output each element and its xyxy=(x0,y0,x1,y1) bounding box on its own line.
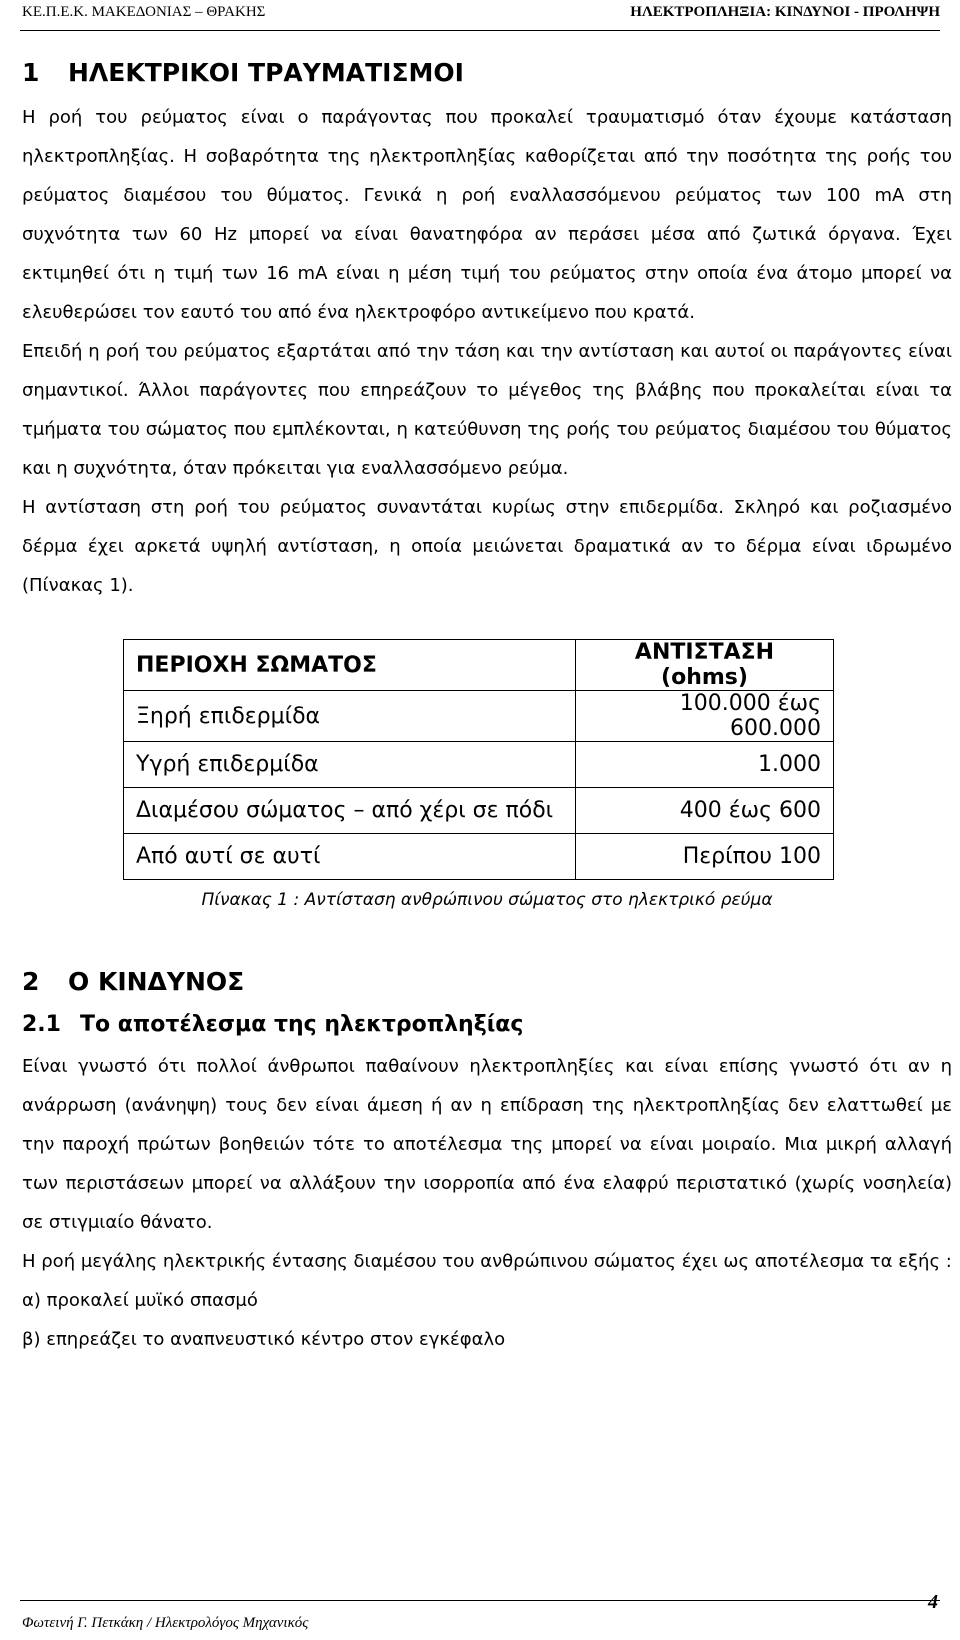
resistance-table-wrapper xyxy=(22,639,952,915)
table-cell-region: Υγρή επιδερμίδα xyxy=(124,742,576,788)
list-item: β) επηρεάζει το αναπνευστικό κέντρο στον εγκέφαλο xyxy=(22,1329,506,1350)
page-footer xyxy=(20,1591,940,1640)
subsection-title: Το αποτέλεσμα της ηλεκτροπληξίας xyxy=(80,1012,524,1037)
table-cell-resistance: 400 έως 600 xyxy=(576,788,834,834)
paragraph: Η ροή του ρεύματος είναι ο παράγοντας που προκαλεί τραυματισμό όταν έχουμε κατάσταση ηλεκτροπληξίας. Η σοβαρότητα της ηλεκτροπληξίας καθορίζεται από την ποσότητα της ροής του ρεύματος διαμέσου του θύματος. Γενικά η ροή εναλλασσόμενου ρεύματος των 100 mA στη συχνότητα των 60 Hz μπορεί να είναι θανατηφόρα αν περάσει μέσα από ζωτικά όργανα. Έχει εκτιμηθεί ότι η τιμή των 16 mA είναι η μέση τιμή του ρεύματος στην οποία ένα άτομο μπορεί να ελευθερώσει τον εαυτό του από ένα ηλεκτροφόρο αντικείμενο που κρατά. xyxy=(22,107,952,323)
document-body xyxy=(22,54,952,1359)
section-title: ΗΛΕΚΤΡΙΚΟΙ ΤΡΑΥΜΑΤΙΣΜΟΙ xyxy=(68,58,464,87)
paragraph: Είναι γνωστό ότι πολλοί άνθρωποι παθαίνουν ηλεκτροπληξίες και είναι επίσης γνωστό ότι αν η ανάρρωση (ανάνηψη) τους δεν είναι άμεση ή αν η επίδραση της ηλεκτροπληξίας δεν ελαττωθεί με την παροχή πρώτων βοηθειών τότε το αποτέλεσμα της μπορεί να είναι μοιραίο. Μια μικρή αλλαγή των περιστάσεων μπορεί να αλλάξουν την ισορροπία από ένα ελαφρύ περιστατικό (χωρίς νοσηλεία) σε στιγμιαίο θάνατο. xyxy=(22,1056,952,1233)
table-row xyxy=(124,834,834,880)
table-row xyxy=(124,788,834,834)
table-cell-region: Διαμέσου σώματος – από χέρι σε πόδι xyxy=(124,788,576,834)
table-cell-region: Ξηρή επιδερμίδα xyxy=(124,691,576,742)
table-cell-resistance: 1.000 xyxy=(576,742,834,788)
subsection-number: 2.1 xyxy=(22,1012,61,1037)
footer-author: Φωτεινή Γ. Πετκάκη / Ηλεκτρολόγος Μηχανικός xyxy=(22,1615,309,1631)
table-cell-resistance: Περίπου 100 xyxy=(576,834,834,880)
section-number: 1 xyxy=(22,58,40,87)
subsection-2-1-heading xyxy=(22,1007,952,1043)
table-header-cell: ΑΝΤΙΣΤΑΣΗ (ohms) xyxy=(576,640,834,691)
paragraph: Η ροή μεγάλης ηλεκτρικής έντασης διαμέσου του ανθρώπινου σώματος έχει ως αποτέλεσμα τα εξής : xyxy=(22,1251,952,1272)
table-header-row xyxy=(124,640,834,691)
resistance-table xyxy=(123,639,834,880)
table-header-cell: ΠΕΡΙΟΧΗ ΣΩΜΑΤΟΣ xyxy=(124,640,576,691)
header-organization: ΚΕ.Π.Ε.Κ. ΜΑΚΕΔΟΝΙΑΣ – ΘΡΑΚΗΣ xyxy=(22,4,266,20)
paragraph: Επειδή η ροή του ρεύματος εξαρτάται από την τάση και την αντίσταση και αυτοί οι παράγοντες είναι σημαντικοί. Άλλοι παράγοντες που επηρεάζουν το μέγεθος της βλάβης που προκαλείται είναι τα τμήματα του σώματος που εμπλέκονται, η κατεύθυνση της ροής του ρεύματος διαμέσου του θύματος και η συχνότητα, όταν πρόκειται για εναλλασσόμενο ρεύμα. xyxy=(22,341,952,479)
section-title: Ο ΚΙΝΔΥΝΟΣ xyxy=(68,967,245,996)
table-cell-region: Από αυτί σε αυτί xyxy=(124,834,576,880)
section-2-heading xyxy=(22,963,952,1001)
paragraph: Η αντίσταση στη ροή του ρεύματος συναντάται κυρίως στην επιδερμίδα. Σκληρό και ροζιασμένο δέρμα έχει αρκετά υψηλή αντίσταση, η οποία μειώνεται δραματικά αν το δέρμα είναι ιδρωμένο (Πίνακας 1). xyxy=(22,497,952,596)
header-document-title: ΗΛΕΚΤΡΟΠΛΗΞΙΑ: ΚΙΝΔΥΝΟΙ - ΠΡΟΛΗΨΗ xyxy=(630,4,940,20)
table-caption: Πίνακας 1 : Αντίσταση ανθρώπινου σώματος στο ηλεκτρικό ρεύμα xyxy=(201,890,773,910)
list-item: α) προκαλεί μυϊκό σπασμό xyxy=(22,1290,258,1311)
section-1-heading xyxy=(22,54,952,92)
table-row xyxy=(124,691,834,742)
table-cell-resistance: 100.000 έως 600.000 xyxy=(576,691,834,742)
page-header xyxy=(20,0,940,31)
section-number: 2 xyxy=(22,967,40,996)
page-number: 4 xyxy=(928,1591,938,1613)
table-row xyxy=(124,742,834,788)
